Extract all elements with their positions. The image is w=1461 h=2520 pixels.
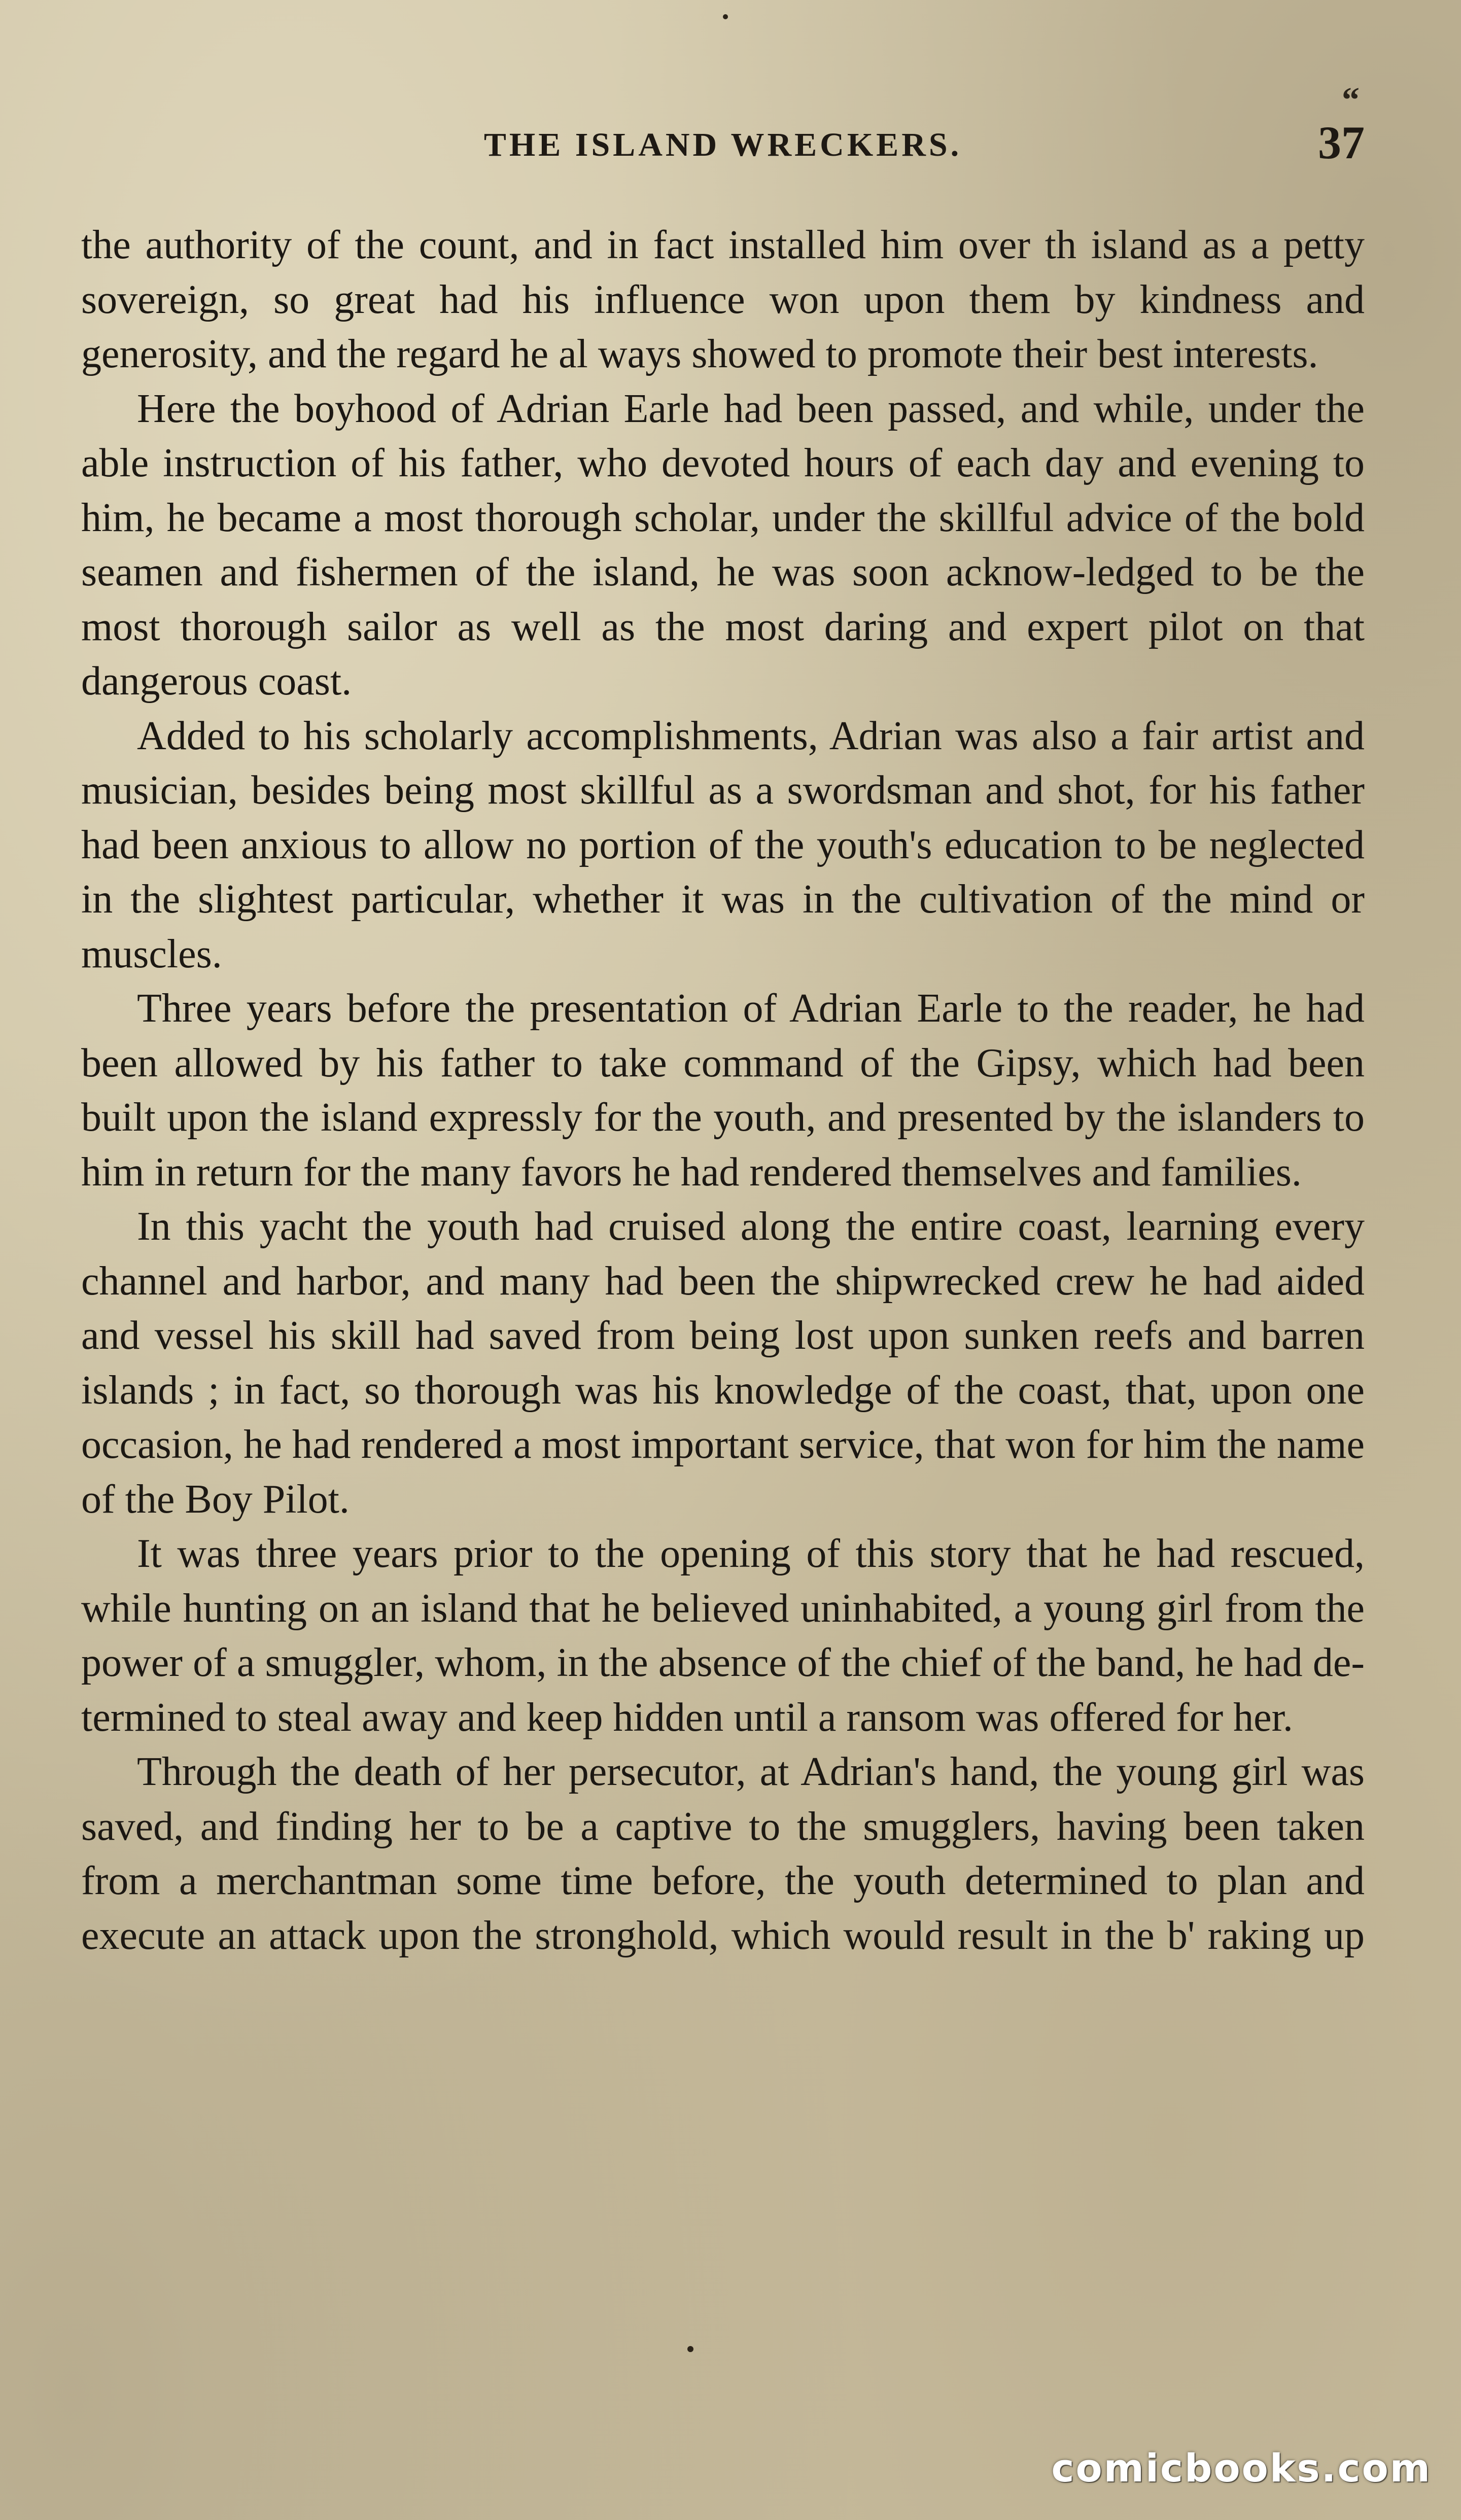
watermark: comicbooks.com <box>1051 2445 1432 2491</box>
paragraph-7: Through the death of her persecutor, at Adrian's hand, the young girl was saved, and finding her to be a captive to the smugglers, having been taken from a merchantman some time before, the youth determined to plan and execute an attack upon the stronghold, which would result in the b' raking up <box>81 1749 1365 1958</box>
paragraph-4: Three years before the presentation of Adrian Earle to the reader, he had been allowed by his father to take command of the Gipsy, which had been built upon the island expressly for the youth, and presented by the islanders to him in return for the many favors he had rendered themselves and families. <box>81 986 1365 1195</box>
running-title: THE ISLAND WRECKERS. <box>483 126 962 163</box>
paragraph-6: It was three years prior to the opening of this story that he had rescued, while hunting on an island that he believed uninhabited, a young girl from the power of a smuggler, whom, in the absence of the chief of the band, he had de-termined to steal away and keep hidden until a ransom was offered for her. <box>81 1531 1365 1740</box>
ink-speck <box>687 2346 693 2352</box>
running-header <box>81 81 1365 171</box>
corner-mark: “ <box>1342 81 1360 120</box>
ink-speck <box>723 14 728 19</box>
paragraph-1: the authority of the count, and in fact installed him over th island as a petty sovereign, so great had his influence won upon them by kindness and generosity, and the regard he al ways showed to promote their best interests. <box>81 223 1365 376</box>
paragraph-5: In this yacht the youth had cruised along the entire coast, learning every channel and harbor, and many had been the shipwrecked crew he had aided and vessel his skill had saved from being lost upon sunken reefs and barren islands ; in fact, so thorough was his knowledge of the coast, that, upon one occasion, he had rendered a most important service, that won for him the name of the Boy Pilot. <box>81 1204 1365 1522</box>
page-number: 37 <box>1318 117 1365 168</box>
paragraph-2: Here the boyhood of Adrian Earle had been passed, and while, under the able instruction of his father, who devoted hours of each day and evening to him, he became a most thorough scholar, under the skillful advice of the bold seamen and fishermen of the island, he was soon acknow-ledged to be the most thorough sailor as well as the most daring and expert pilot on that dangerous coast. <box>81 386 1365 704</box>
body-text <box>81 218 1365 1963</box>
paragraph-3: Added to his scholarly accomplishments, Adrian was also a fair artist and musician, besides being most skillful as a swordsman and shot, for his father had been anxious to allow no portion of the youth's education to be neglected in the slightest particular, whether it was in the cultivation of the mind or muscles. <box>81 713 1365 976</box>
